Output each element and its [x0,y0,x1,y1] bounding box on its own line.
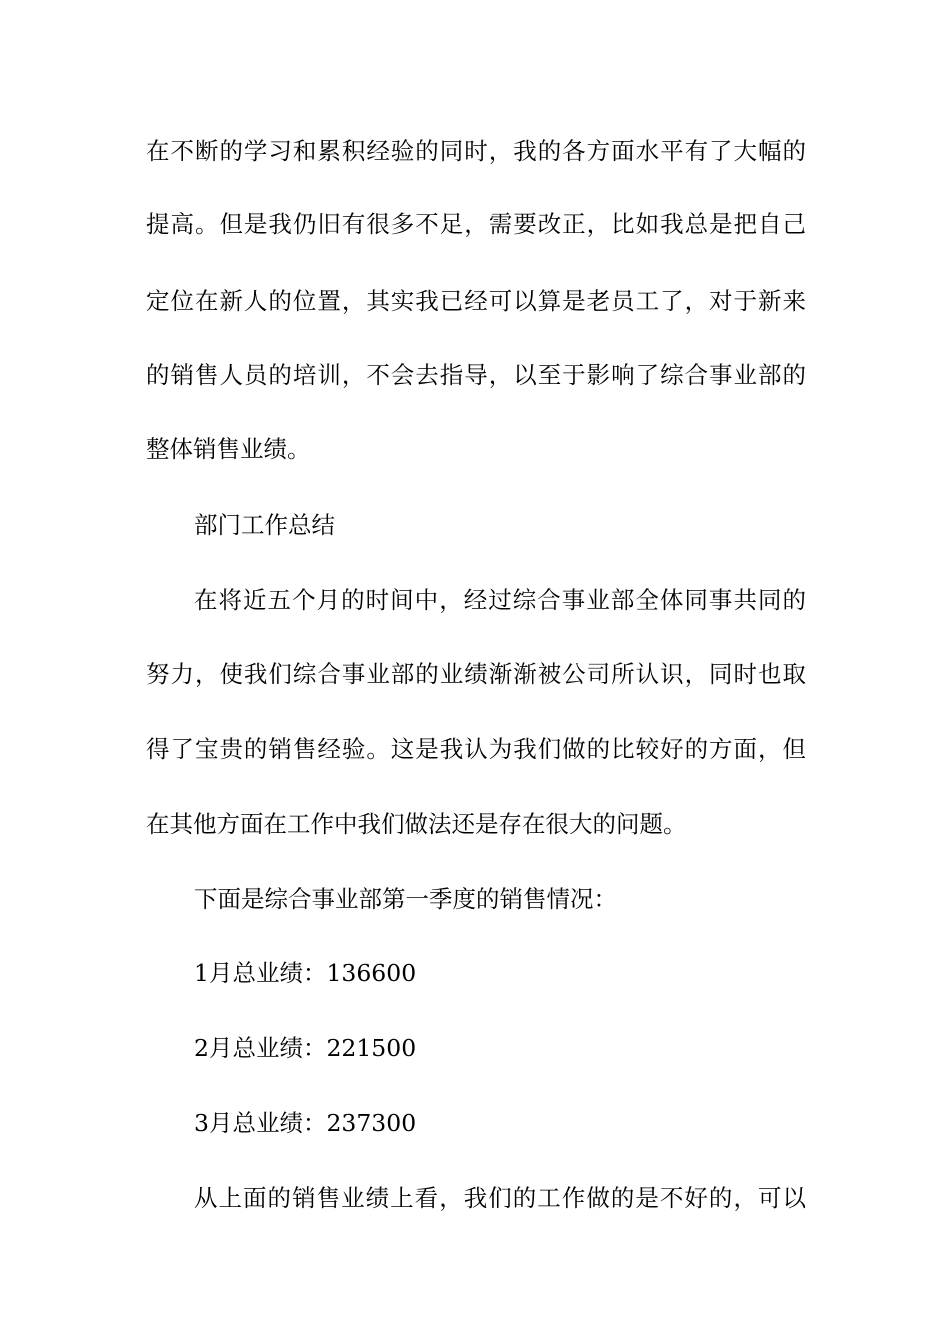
paragraph-line: 定位在新人的位置，其实我已经可以算是老员工了，对于新来 [146,287,806,315]
sales-february: 2月总业绩：221500 [194,1034,417,1062]
paragraph-line: 提高。但是我仍旧有很多不足，需要改正，比如我总是把自己 [146,210,806,238]
section-heading: 部门工作总结 [194,511,335,539]
paragraph-line: 努力，使我们综合事业部的业绩渐渐被公司所认识，同时也取 [146,660,806,688]
paragraph-line: 得了宝贵的销售经验。这是我认为我们做的比较好的方面，但 [146,735,806,763]
sales-intro: 下面是综合事业部第一季度的销售情况： [194,885,617,913]
paragraph-line: 在将近五个月的时间中，经过综合事业部全体同事共同的 [194,586,806,614]
sales-january: 1月总业绩：136600 [194,959,417,987]
paragraph-line: 从上面的销售业绩上看，我们的工作做的是不好的，可以 [194,1184,806,1212]
paragraph-line: 整体销售业绩。 [146,435,311,463]
paragraph-line: 的销售人员的培训，不会去指导，以至于影响了综合事业部的 [146,361,806,389]
paragraph-line: 在不断的学习和累积经验的同时，我的各方面水平有了大幅的 [146,137,806,165]
sales-march: 3月总业绩：237300 [194,1109,417,1137]
paragraph-line: 在其他方面在工作中我们做法还是存在很大的问题。 [146,810,687,838]
